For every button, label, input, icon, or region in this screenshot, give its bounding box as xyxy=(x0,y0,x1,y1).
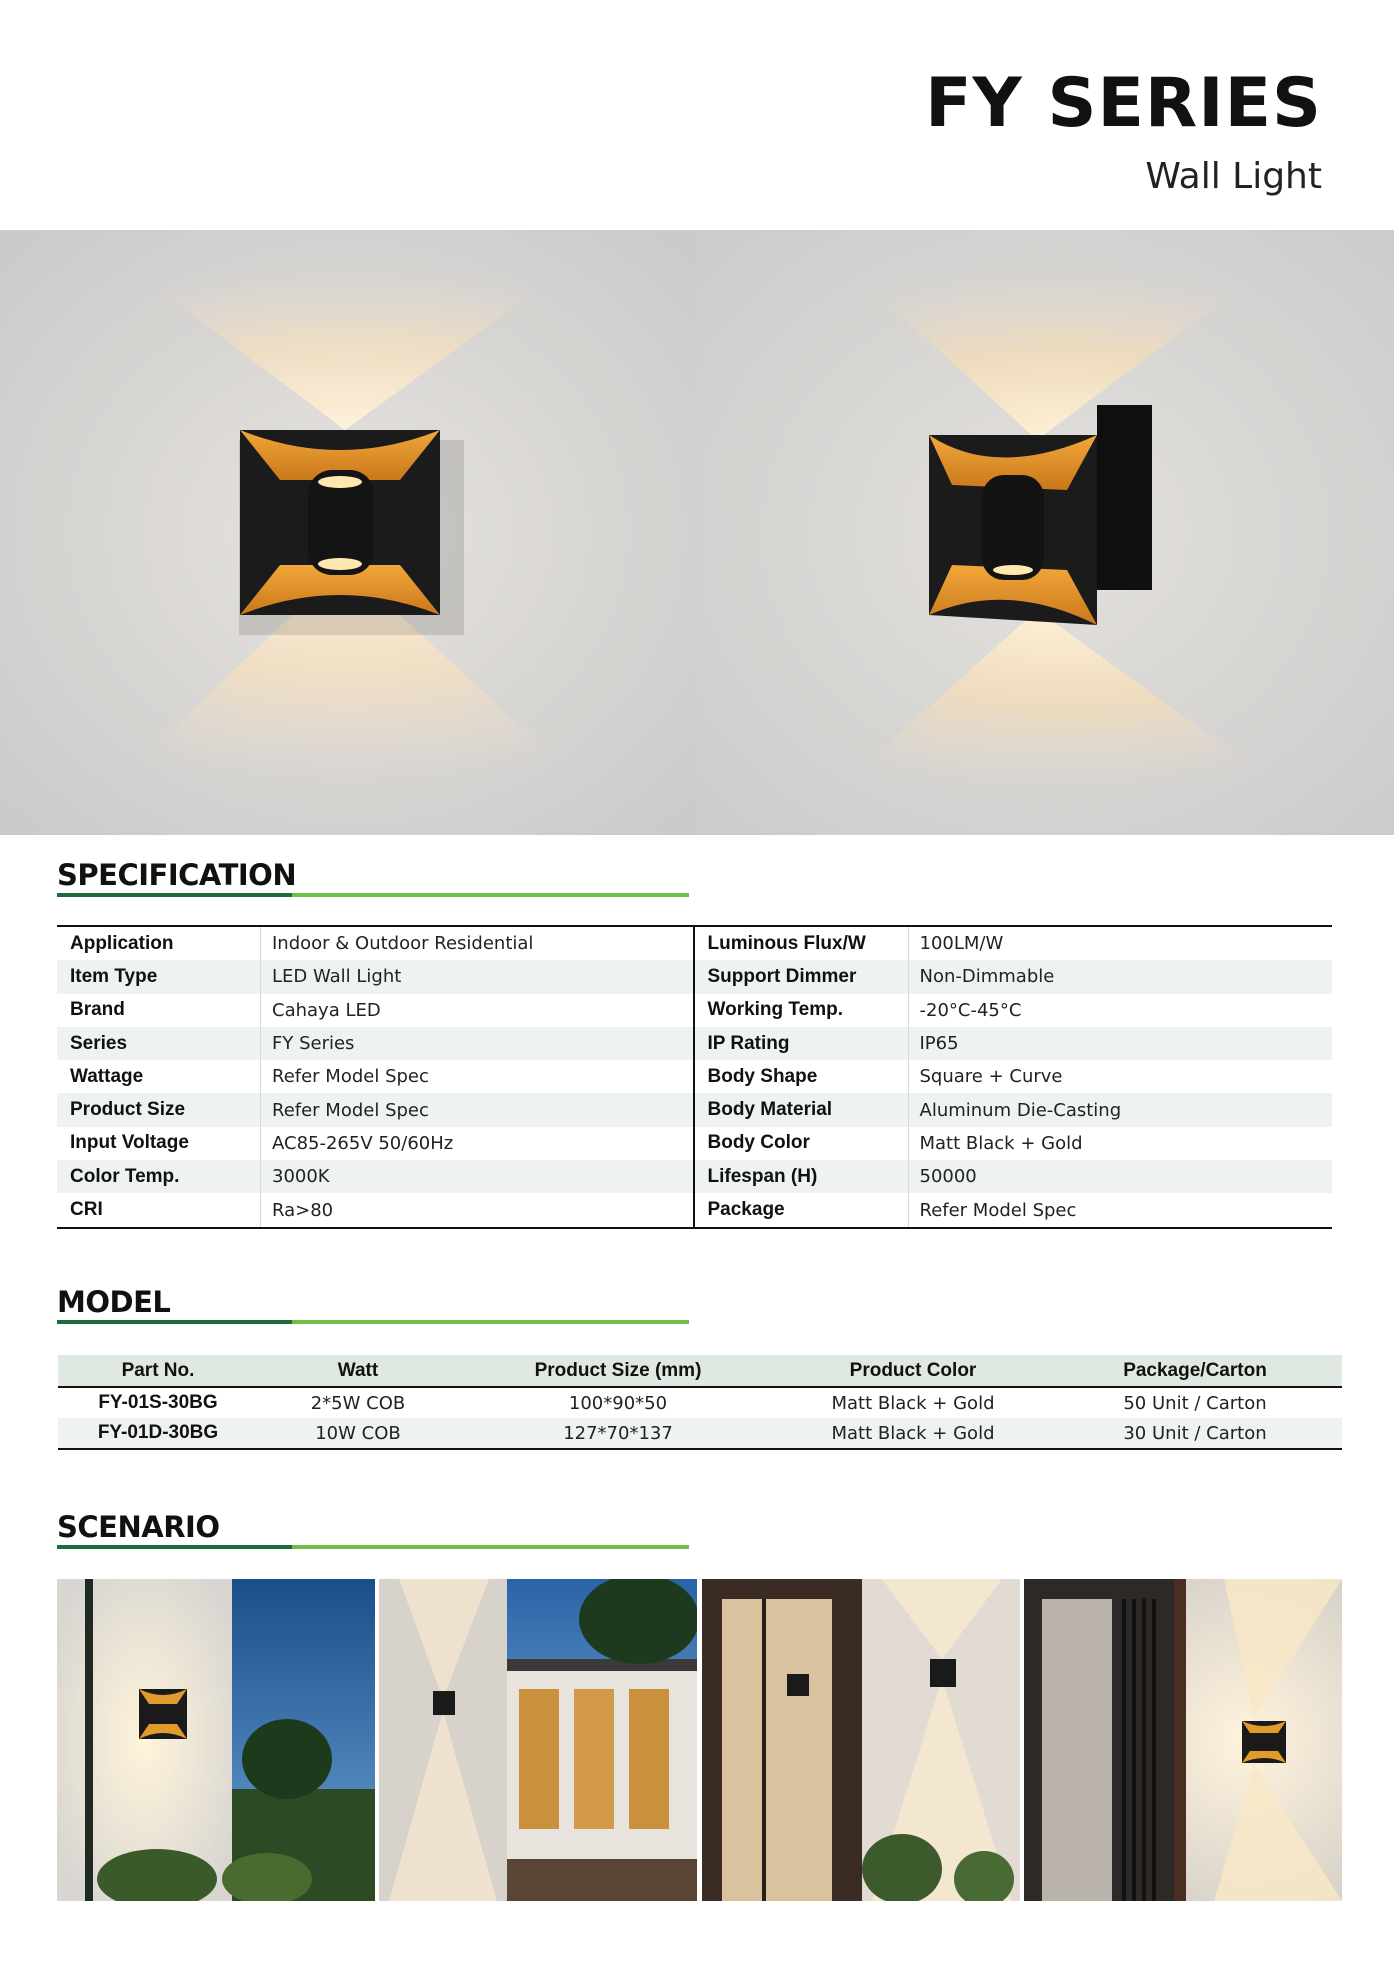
watt: 2*5W COB xyxy=(310,1392,406,1414)
package-carton: 50 Unit / Carton xyxy=(1123,1392,1267,1414)
spec-table-left xyxy=(57,927,695,1227)
spec-key: Wattage xyxy=(57,1060,261,1093)
spec-value: FY Series xyxy=(272,1033,355,1055)
spec-value: Aluminum Die-Casting xyxy=(919,1099,1122,1121)
spec-value: -20°C-45°C xyxy=(919,999,1022,1021)
spec-value: IP65 xyxy=(919,1033,959,1055)
spec-row xyxy=(695,927,1333,960)
spec-value: Square + Curve xyxy=(919,1066,1063,1088)
model-header: Package/Carton xyxy=(1048,1355,1342,1387)
spec-key: Body Color xyxy=(695,1127,909,1160)
specification-underline xyxy=(57,893,689,897)
spec-key: Package xyxy=(695,1193,909,1226)
spec-value: 3000K xyxy=(272,1166,330,1188)
spec-row xyxy=(695,1127,1333,1160)
spec-value: Refer Model Spec xyxy=(272,1099,429,1121)
scenario-photo-garden xyxy=(57,1579,375,1901)
model-table xyxy=(58,1355,1342,1450)
spec-value: LED Wall Light xyxy=(272,966,402,988)
product-color: Matt Black + Gold xyxy=(778,1418,1048,1449)
package-carton: 30 Unit / Carton xyxy=(1048,1418,1342,1449)
spec-value: Cahaya LED xyxy=(272,999,381,1021)
model-header-row xyxy=(58,1355,1342,1387)
page-title: FY SERIES xyxy=(925,64,1322,143)
spec-value: Refer Model Spec xyxy=(919,1199,1077,1221)
scenario-photo-interior xyxy=(1024,1579,1342,1901)
spec-key: Support Dimmer xyxy=(695,960,909,993)
spec-row xyxy=(57,1060,693,1093)
spec-key: Product Size xyxy=(57,1093,261,1126)
product-size: 100*90*50 xyxy=(568,1392,668,1414)
spec-key: Input Voltage xyxy=(57,1127,261,1160)
model-header: Product Size (mm) xyxy=(458,1355,778,1387)
spec-value: 50000 xyxy=(919,1166,977,1188)
spec-key: Lifespan (H) xyxy=(695,1160,909,1193)
product-photo-front xyxy=(0,230,697,835)
table-row xyxy=(58,1387,1342,1418)
model-heading: MODEL xyxy=(57,1285,171,1319)
model-header: Part No. xyxy=(58,1355,258,1387)
spec-value: 100LM/W xyxy=(919,933,1004,955)
spec-row xyxy=(695,1093,1333,1126)
model-header: Watt xyxy=(258,1355,458,1387)
spec-key: Application xyxy=(57,927,261,960)
table-row xyxy=(58,1418,1342,1449)
product-size: 127*70*137 xyxy=(458,1418,778,1449)
spec-row xyxy=(57,1127,693,1160)
spec-key: Color Temp. xyxy=(57,1160,261,1193)
spec-key: CRI xyxy=(57,1193,261,1226)
spec-table-right xyxy=(695,927,1333,1227)
spec-key: Brand xyxy=(57,994,261,1027)
spec-row xyxy=(57,994,693,1027)
spec-row xyxy=(695,994,1333,1027)
hero-images xyxy=(0,230,1394,835)
header xyxy=(925,64,1322,197)
product-color: Matt Black + Gold xyxy=(831,1392,995,1414)
spec-row xyxy=(695,960,1333,993)
scenario-underline xyxy=(57,1545,689,1549)
spec-row xyxy=(695,1160,1333,1193)
spec-row xyxy=(695,1060,1333,1093)
spec-key: Luminous Flux/W xyxy=(695,927,909,960)
spec-key: Body Material xyxy=(695,1093,909,1126)
spec-value: Indoor & Outdoor Residential xyxy=(272,933,534,955)
spec-row xyxy=(57,1193,693,1226)
model-header: Product Color xyxy=(778,1355,1048,1387)
part-number: FY-01D-30BG xyxy=(58,1418,258,1449)
spec-row xyxy=(57,1027,693,1060)
spec-row xyxy=(57,927,693,960)
spec-value: Ra>80 xyxy=(272,1199,334,1221)
model-underline xyxy=(57,1320,689,1324)
spec-row xyxy=(695,1027,1333,1060)
specification-heading: SPECIFICATION xyxy=(57,858,297,892)
part-number: FY-01S-30BG xyxy=(98,1392,218,1413)
spec-row xyxy=(57,1160,693,1193)
spec-key: Working Temp. xyxy=(695,994,909,1027)
scenario-photo-entrance xyxy=(702,1579,1020,1901)
scenario-heading: SCENARIO xyxy=(57,1510,220,1544)
spec-key: IP Rating xyxy=(695,1027,909,1060)
scenario-gallery xyxy=(57,1579,1342,1901)
spec-value: Refer Model Spec xyxy=(272,1066,429,1088)
product-photo-angle xyxy=(697,230,1394,835)
scenario-photo-facade xyxy=(379,1579,697,1901)
page-subtitle: Wall Light xyxy=(1145,156,1322,197)
spec-row xyxy=(695,1193,1333,1226)
spec-row xyxy=(57,1093,693,1126)
spec-table xyxy=(57,925,1332,1229)
spec-key: Item Type xyxy=(57,960,261,993)
spec-key: Body Shape xyxy=(695,1060,909,1093)
spec-row xyxy=(57,960,693,993)
watt: 10W COB xyxy=(258,1418,458,1449)
spec-value: Matt Black + Gold xyxy=(919,1132,1083,1154)
spec-value: Non-Dimmable xyxy=(919,966,1055,988)
spec-value: AC85-265V 50/60Hz xyxy=(272,1132,454,1154)
spec-key: Series xyxy=(57,1027,261,1060)
